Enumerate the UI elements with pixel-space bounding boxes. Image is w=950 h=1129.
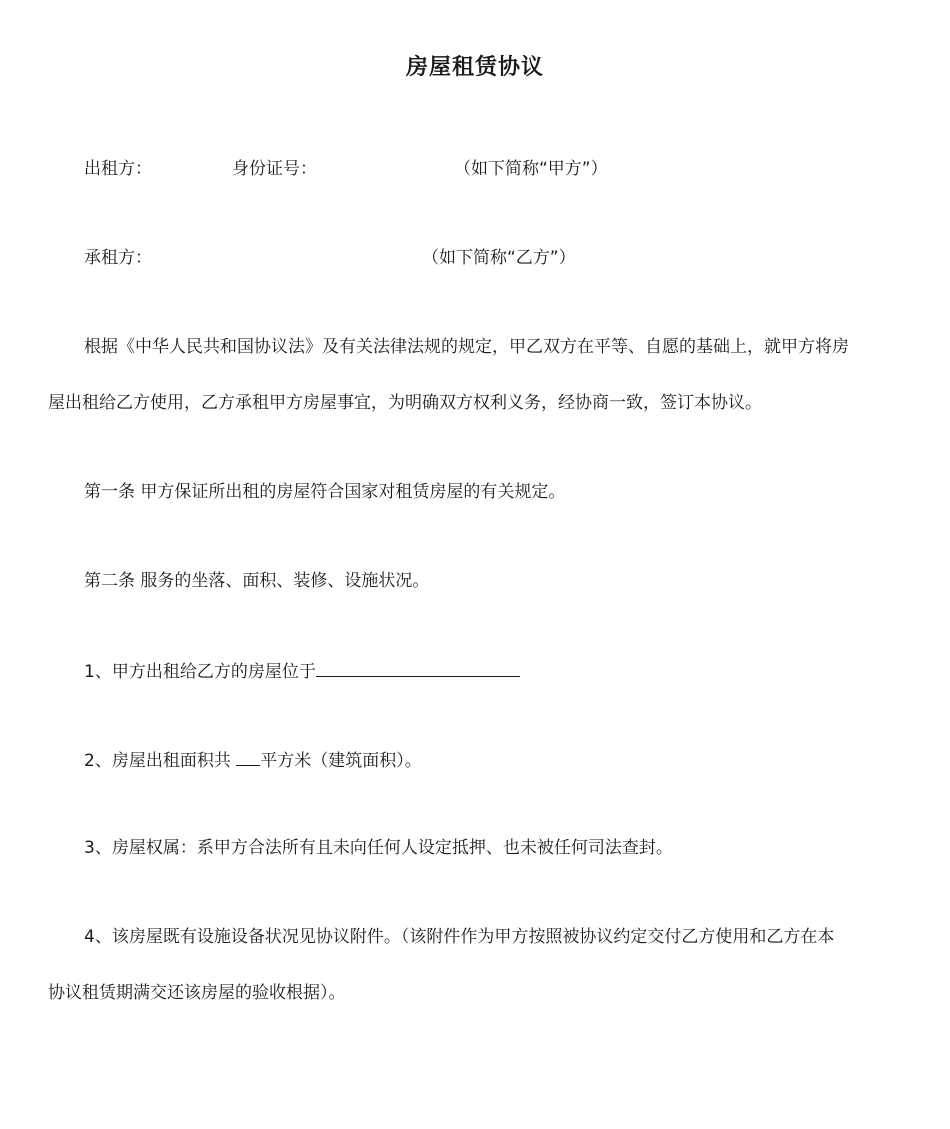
item-4-line-1: 4、该房屋既有设施设备状况见协议附件。（该附件作为甲方按照被协议约定交付乙方使用和乙方在本 (84, 927, 835, 947)
lessor-id-label: 身份证号： (232, 159, 317, 179)
lessor-alias: （如下简称“甲方”） (454, 159, 608, 179)
lessee-label: 承租方： (84, 248, 152, 268)
lessor-label: 出租方： (84, 159, 152, 179)
article-1: 第一条 甲方保证所出租的房屋符合国家对租赁房屋的有关规定。 (84, 482, 566, 502)
item-2-suffix: 平方米（建筑面积）。 (260, 751, 422, 771)
location-blank[interactable] (316, 658, 520, 677)
lessee-alias: （如下简称“乙方”） (422, 248, 576, 268)
item-1-text: 1、甲方出租给乙方的房屋位于 (84, 662, 316, 682)
preamble-line-1: 根据《中华人民共和国协议法》及有关法律法规的规定，甲乙双方在平等、自愿的基础上，就甲方将房 (84, 337, 849, 357)
item-2 (84, 747, 422, 773)
document-title: 房屋租赁协议 (405, 55, 544, 80)
article-2: 第二条 服务的坐落、面积、装修、设施状况。 (84, 571, 430, 591)
item-2-prefix: 2、房屋出租面积共 (84, 751, 237, 771)
item-1 (84, 658, 520, 684)
area-blank[interactable] (236, 747, 260, 766)
preamble-line-2: 屋出租给乙方使用，乙方承租甲方房屋事宜，为明确双方权利义务，经协商一致，签订本协议。 (48, 393, 762, 413)
item-4-line-2: 协议租赁期满交还该房屋的验收根据）。 (48, 983, 346, 1003)
item-3: 3、房屋权属：系甲方合法所有且未向任何人设定抵押、也未被任何司法查封。 (84, 838, 673, 858)
